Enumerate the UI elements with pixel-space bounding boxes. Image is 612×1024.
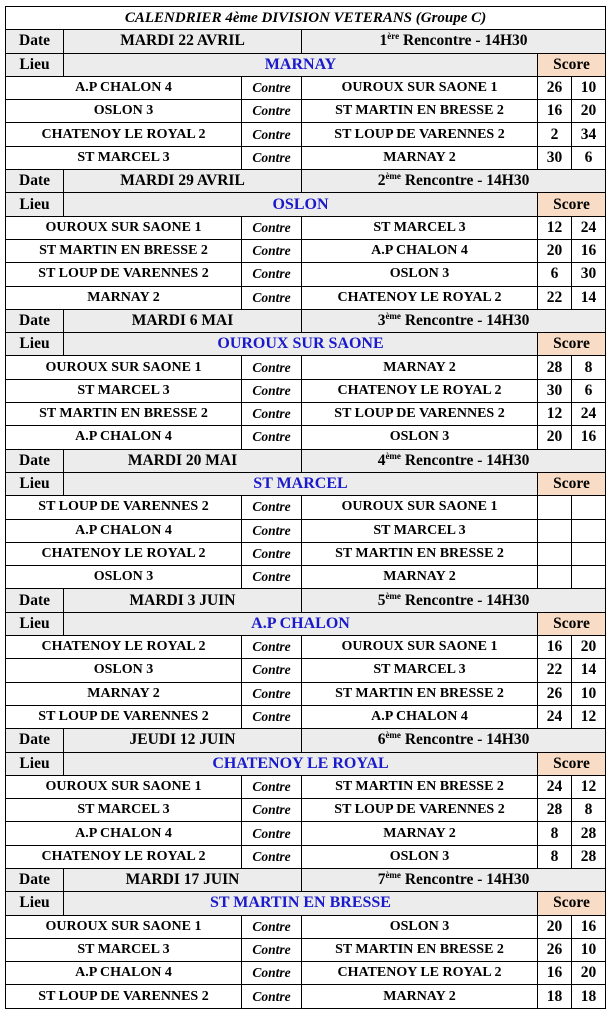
home-team: CHATENOY LE ROYAL 2 <box>6 636 242 659</box>
match-row <box>6 496 606 519</box>
away-team: A.P CHALON 4 <box>302 705 538 728</box>
date-label: Date <box>6 449 64 472</box>
home-score: 28 <box>538 799 572 822</box>
away-team: OSLON 3 <box>302 263 538 286</box>
round-ordinal-suffix: ème <box>385 869 401 880</box>
score-label: Score <box>538 892 606 915</box>
away-score: 14 <box>572 286 606 309</box>
away-score: 24 <box>572 403 606 426</box>
round-date: MARDI 17 JUIN <box>64 868 302 891</box>
home-score: 26 <box>538 682 572 705</box>
round-venue: A.P CHALON <box>64 612 538 635</box>
round-number <box>302 309 606 332</box>
away-team: ST MARCEL 3 <box>302 519 538 542</box>
venue-label: Lieu <box>6 472 64 495</box>
match-row <box>6 286 606 309</box>
round-header-row <box>6 729 606 752</box>
home-score: 20 <box>538 426 572 449</box>
match-row <box>6 636 606 659</box>
home-team: A.P CHALON 4 <box>6 76 242 99</box>
home-score: 24 <box>538 775 572 798</box>
away-score: 18 <box>572 985 606 1008</box>
match-row <box>6 682 606 705</box>
home-team: ST LOUP DE VARENNES 2 <box>6 263 242 286</box>
round-date: MARDI 22 AVRIL <box>64 30 302 53</box>
match-row <box>6 659 606 682</box>
round-ordinal: 7 <box>377 871 386 889</box>
away-team: ST MARCEL 3 <box>302 659 538 682</box>
home-team: OUROUX SUR SAONE 1 <box>6 216 242 239</box>
home-team: CHATENOY LE ROYAL 2 <box>6 845 242 868</box>
versus-label: Contre <box>242 915 302 938</box>
match-row <box>6 962 606 985</box>
home-team: A.P CHALON 4 <box>6 519 242 542</box>
round-time: Rencontre - 14H30 <box>400 591 530 609</box>
home-score: 20 <box>538 239 572 262</box>
venue-label: Lieu <box>6 333 64 356</box>
match-row <box>6 915 606 938</box>
away-score: 10 <box>572 682 606 705</box>
away-team: OSLON 3 <box>302 426 538 449</box>
away-score: 20 <box>572 100 606 123</box>
date-label: Date <box>6 30 64 53</box>
versus-label: Contre <box>242 775 302 798</box>
versus-label: Contre <box>242 542 302 565</box>
round-number <box>302 589 606 612</box>
home-score: 12 <box>538 216 572 239</box>
home-score: 6 <box>538 263 572 286</box>
away-team: ST LOUP DE VARENNES 2 <box>302 799 538 822</box>
match-row <box>6 705 606 728</box>
away-team: CHATENOY LE ROYAL 2 <box>302 286 538 309</box>
round-ordinal-suffix: ère <box>387 31 400 42</box>
versus-label: Contre <box>242 799 302 822</box>
round-venue-row <box>6 752 606 775</box>
round-date: MARDI 6 MAI <box>64 309 302 332</box>
match-row <box>6 146 606 169</box>
home-score <box>538 519 572 542</box>
home-team: ST MARCEL 3 <box>6 938 242 961</box>
away-score: 10 <box>572 76 606 99</box>
date-label: Date <box>6 868 64 891</box>
match-row <box>6 938 606 961</box>
away-team: MARNAY 2 <box>302 822 538 845</box>
round-date: MARDI 29 AVRIL <box>64 170 302 193</box>
venue-label: Lieu <box>6 892 64 915</box>
home-score: 8 <box>538 845 572 868</box>
versus-label: Contre <box>242 123 302 146</box>
round-time: Rencontre - 14H30 <box>400 871 530 889</box>
match-row <box>6 519 606 542</box>
date-label: Date <box>6 309 64 332</box>
date-label: Date <box>6 589 64 612</box>
away-score: 6 <box>572 146 606 169</box>
round-header-row <box>6 589 606 612</box>
round-header-row <box>6 449 606 472</box>
versus-label: Contre <box>242 146 302 169</box>
round-ordinal-suffix: ème <box>385 450 401 461</box>
away-score <box>572 519 606 542</box>
away-team: CHATENOY LE ROYAL 2 <box>302 962 538 985</box>
round-venue: OUROUX SUR SAONE <box>64 333 538 356</box>
round-venue-row <box>6 612 606 635</box>
round-venue-row <box>6 892 606 915</box>
versus-label: Contre <box>242 379 302 402</box>
match-row <box>6 566 606 589</box>
away-score: 8 <box>572 356 606 379</box>
match-row <box>6 845 606 868</box>
away-team: OUROUX SUR SAONE 1 <box>302 76 538 99</box>
away-score <box>572 496 606 519</box>
date-label: Date <box>6 170 64 193</box>
home-score: 24 <box>538 705 572 728</box>
home-score: 16 <box>538 100 572 123</box>
match-row <box>6 822 606 845</box>
versus-label: Contre <box>242 636 302 659</box>
round-venue-row <box>6 472 606 495</box>
home-team: A.P CHALON 4 <box>6 426 242 449</box>
versus-label: Contre <box>242 705 302 728</box>
home-score <box>538 496 572 519</box>
home-team: ST MARCEL 3 <box>6 379 242 402</box>
home-team: OSLON 3 <box>6 566 242 589</box>
round-header-row <box>6 868 606 891</box>
home-score: 28 <box>538 356 572 379</box>
away-score: 16 <box>572 239 606 262</box>
home-score: 16 <box>538 636 572 659</box>
date-label: Date <box>6 729 64 752</box>
versus-label: Contre <box>242 403 302 426</box>
match-row <box>6 775 606 798</box>
score-label: Score <box>538 612 606 635</box>
away-score: 10 <box>572 938 606 961</box>
calendar-sheet <box>5 6 605 1009</box>
away-team: CHATENOY LE ROYAL 2 <box>302 379 538 402</box>
home-team: OSLON 3 <box>6 100 242 123</box>
versus-label: Contre <box>242 985 302 1008</box>
round-header-row <box>6 30 606 53</box>
round-number <box>302 449 606 472</box>
home-team: ST MARTIN EN BRESSE 2 <box>6 239 242 262</box>
versus-label: Contre <box>242 216 302 239</box>
home-score: 26 <box>538 938 572 961</box>
match-row <box>6 379 606 402</box>
round-ordinal-suffix: ème <box>385 171 401 182</box>
home-score: 30 <box>538 146 572 169</box>
versus-label: Contre <box>242 822 302 845</box>
round-time: Rencontre - 14H30 <box>400 312 530 329</box>
round-time: Rencontre - 14H30 <box>399 32 528 50</box>
calendar-title: CALENDRIER 4ème DIVISION VETERANS (Groupe C) <box>6 7 606 30</box>
venue-label: Lieu <box>6 612 64 635</box>
away-score: 14 <box>572 659 606 682</box>
versus-label: Contre <box>242 100 302 123</box>
home-score: 20 <box>538 915 572 938</box>
versus-label: Contre <box>242 263 302 286</box>
versus-label: Contre <box>242 566 302 589</box>
round-ordinal: 6 <box>377 731 386 749</box>
round-header-row <box>6 309 606 332</box>
home-score: 26 <box>538 76 572 99</box>
away-team: MARNAY 2 <box>302 566 538 589</box>
match-row <box>6 216 606 239</box>
home-team: ST LOUP DE VARENNES 2 <box>6 496 242 519</box>
round-time: Rencontre - 14H30 <box>400 172 530 190</box>
away-team: A.P CHALON 4 <box>302 239 538 262</box>
away-team: ST MARTIN EN BRESSE 2 <box>302 938 538 961</box>
away-team: ST MARTIN EN BRESSE 2 <box>302 775 538 798</box>
match-row <box>6 985 606 1008</box>
round-venue-row <box>6 333 606 356</box>
away-team: ST MARTIN EN BRESSE 2 <box>302 542 538 565</box>
round-ordinal-suffix: ème <box>385 730 401 741</box>
away-score: 28 <box>572 845 606 868</box>
away-team: ST LOUP DE VARENNES 2 <box>302 123 538 146</box>
away-score: 34 <box>572 123 606 146</box>
home-score: 18 <box>538 985 572 1008</box>
away-score: 20 <box>572 962 606 985</box>
away-team: OSLON 3 <box>302 845 538 868</box>
home-team: OSLON 3 <box>6 659 242 682</box>
away-score: 6 <box>572 379 606 402</box>
home-score: 16 <box>538 962 572 985</box>
round-venue: MARNAY <box>64 53 538 76</box>
home-score: 2 <box>538 123 572 146</box>
match-row <box>6 403 606 426</box>
versus-label: Contre <box>242 286 302 309</box>
away-team: OSLON 3 <box>302 915 538 938</box>
round-ordinal: 5 <box>377 591 386 609</box>
match-row <box>6 239 606 262</box>
away-team: MARNAY 2 <box>302 146 538 169</box>
round-venue: CHATENOY LE ROYAL <box>64 752 538 775</box>
versus-label: Contre <box>242 356 302 379</box>
away-team: ST MARTIN EN BRESSE 2 <box>302 682 538 705</box>
home-score <box>538 566 572 589</box>
round-number <box>302 868 606 891</box>
versus-label: Contre <box>242 845 302 868</box>
away-team: ST MARCEL 3 <box>302 216 538 239</box>
match-row <box>6 263 606 286</box>
away-score: 28 <box>572 822 606 845</box>
away-score <box>572 542 606 565</box>
round-number <box>302 30 606 53</box>
round-ordinal-suffix: ème <box>385 590 401 601</box>
away-score: 30 <box>572 263 606 286</box>
versus-label: Contre <box>242 496 302 519</box>
home-team: ST MARTIN EN BRESSE 2 <box>6 403 242 426</box>
round-venue-row <box>6 53 606 76</box>
versus-label: Contre <box>242 519 302 542</box>
away-team: OUROUX SUR SAONE 1 <box>302 636 538 659</box>
round-number <box>302 170 606 193</box>
calendar-table <box>5 6 606 1009</box>
away-team: ST LOUP DE VARENNES 2 <box>302 403 538 426</box>
home-team: ST LOUP DE VARENNES 2 <box>6 705 242 728</box>
home-team: A.P CHALON 4 <box>6 962 242 985</box>
home-team: ST LOUP DE VARENNES 2 <box>6 985 242 1008</box>
match-row <box>6 799 606 822</box>
match-row <box>6 123 606 146</box>
away-team: ST MARTIN EN BRESSE 2 <box>302 100 538 123</box>
round-venue-row <box>6 193 606 216</box>
home-score: 8 <box>538 822 572 845</box>
away-score: 20 <box>572 636 606 659</box>
match-row <box>6 426 606 449</box>
home-score: 12 <box>538 403 572 426</box>
home-team: ST MARCEL 3 <box>6 799 242 822</box>
score-label: Score <box>538 752 606 775</box>
home-team: MARNAY 2 <box>6 682 242 705</box>
score-label: Score <box>538 53 606 76</box>
home-score: 30 <box>538 379 572 402</box>
home-team: CHATENOY LE ROYAL 2 <box>6 542 242 565</box>
round-ordinal: 1 <box>379 32 388 50</box>
round-venue: ST MARCEL <box>64 472 538 495</box>
away-score: 12 <box>572 705 606 728</box>
home-team: CHATENOY LE ROYAL 2 <box>6 123 242 146</box>
round-ordinal: 3 <box>377 312 386 329</box>
match-row <box>6 76 606 99</box>
venue-label: Lieu <box>6 53 64 76</box>
versus-label: Contre <box>242 426 302 449</box>
away-score: 16 <box>572 426 606 449</box>
home-team: OUROUX SUR SAONE 1 <box>6 915 242 938</box>
versus-label: Contre <box>242 659 302 682</box>
home-team: OUROUX SUR SAONE 1 <box>6 775 242 798</box>
away-score <box>572 566 606 589</box>
versus-label: Contre <box>242 239 302 262</box>
round-number <box>302 729 606 752</box>
venue-label: Lieu <box>6 193 64 216</box>
round-date: JEUDI 12 JUIN <box>64 729 302 752</box>
away-score: 16 <box>572 915 606 938</box>
home-score: 22 <box>538 286 572 309</box>
away-team: MARNAY 2 <box>302 356 538 379</box>
round-header-row <box>6 170 606 193</box>
versus-label: Contre <box>242 76 302 99</box>
round-ordinal: 2 <box>377 172 386 190</box>
score-label: Score <box>538 472 606 495</box>
round-venue: OSLON <box>64 193 538 216</box>
away-team: MARNAY 2 <box>302 985 538 1008</box>
match-row <box>6 542 606 565</box>
score-label: Score <box>538 333 606 356</box>
versus-label: Contre <box>242 682 302 705</box>
away-score: 12 <box>572 775 606 798</box>
match-row <box>6 356 606 379</box>
away-score: 24 <box>572 216 606 239</box>
round-ordinal: 4 <box>377 451 386 469</box>
home-team: OUROUX SUR SAONE 1 <box>6 356 242 379</box>
round-time: Rencontre - 14H30 <box>400 731 530 749</box>
home-team: A.P CHALON 4 <box>6 822 242 845</box>
versus-label: Contre <box>242 962 302 985</box>
round-date: MARDI 20 MAI <box>64 449 302 472</box>
versus-label: Contre <box>242 938 302 961</box>
match-row <box>6 100 606 123</box>
home-team: ST MARCEL 3 <box>6 146 242 169</box>
home-team: MARNAY 2 <box>6 286 242 309</box>
away-score: 8 <box>572 799 606 822</box>
away-team: OUROUX SUR SAONE 1 <box>302 496 538 519</box>
round-ordinal-suffix: ème <box>385 310 401 321</box>
round-time: Rencontre - 14H30 <box>400 451 530 469</box>
round-venue: ST MARTIN EN BRESSE <box>64 892 538 915</box>
home-score <box>538 542 572 565</box>
score-label: Score <box>538 193 606 216</box>
round-date: MARDI 3 JUIN <box>64 589 302 612</box>
venue-label: Lieu <box>6 752 64 775</box>
home-score: 22 <box>538 659 572 682</box>
